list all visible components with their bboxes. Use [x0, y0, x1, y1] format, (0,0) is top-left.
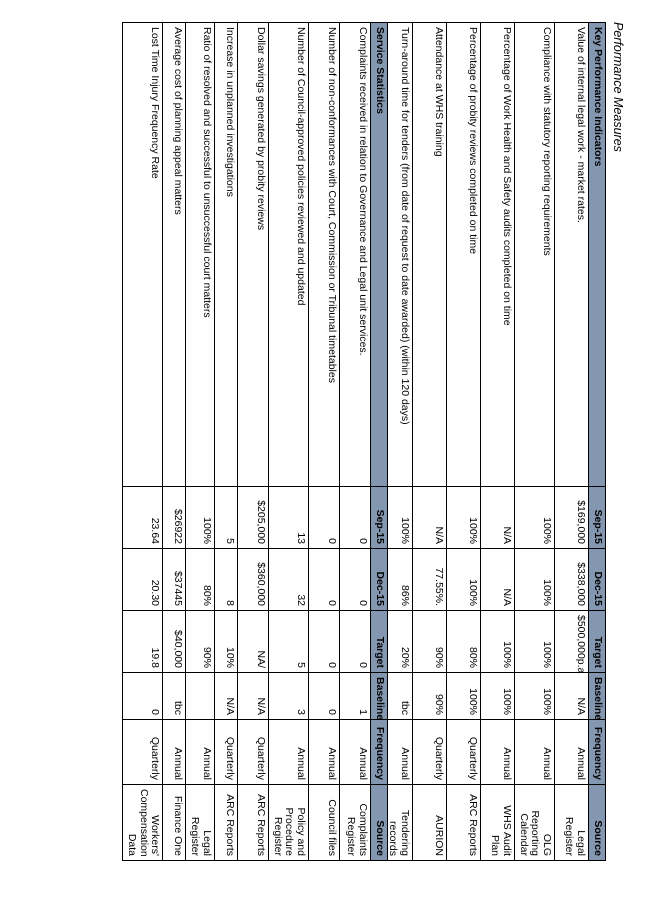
kpi-dec: 100%	[515, 549, 555, 611]
table-row	[238, 23, 269, 861]
service-target: 19.8	[123, 611, 163, 673]
kpi-source: ARC Reports	[447, 785, 481, 861]
service-dec: $37445	[163, 549, 186, 611]
kpi-source: WHS Audit Plan	[481, 785, 515, 861]
service-baseline: 3	[269, 673, 309, 720]
service-source: ARC Reports	[238, 785, 269, 861]
kpi-sep: 100%	[379, 487, 413, 549]
kpi-frequency: Annual	[379, 720, 413, 785]
service-statistic: Number of Council-approved policies reviewed and updated	[269, 23, 309, 487]
kpi-header-source: Source	[589, 785, 606, 861]
service-source: ARC Reports	[215, 785, 238, 861]
kpi-header-indicator: Key Performance Indicators	[589, 23, 606, 487]
kpi-sep: 100%	[447, 487, 481, 549]
table-row	[447, 23, 481, 861]
service-header-frequency: Frequency	[371, 720, 388, 785]
kpi-indicator: Attendance at WHS training	[413, 23, 447, 487]
service-frequency: Annual	[163, 720, 186, 785]
service-source: Complaints Register	[340, 785, 371, 861]
service-header-row	[371, 23, 388, 861]
service-sep: $205,000	[238, 487, 269, 549]
kpi-indicator: Turn-around time for tenders (from date of request to date awarded) (within 120 days)	[379, 23, 413, 487]
table-row	[123, 23, 163, 861]
kpi-sep: N/A	[481, 487, 515, 549]
kpi-source: Tendering records	[379, 785, 413, 861]
service-header-sep: Sep-15	[371, 487, 388, 549]
service-statistic: Complaints received in relation to Governance and Legal unit services.	[340, 23, 371, 487]
table-row	[515, 23, 555, 861]
service-statistic: Dollar savings generated by probity reviews	[238, 23, 269, 487]
kpi-header-dec: Dec-15	[589, 549, 606, 611]
service-header-dec: Dec-15	[371, 549, 388, 611]
page-title: Performance Measures	[611, 22, 625, 152]
service-header-baseline: Baseline	[371, 673, 388, 720]
service-sep: 23.64	[123, 487, 163, 549]
service-target: $40,000	[163, 611, 186, 673]
service-statistic: Average cost of planning appeal matters	[163, 23, 186, 487]
table-row	[309, 23, 340, 861]
service-target: 0	[309, 611, 340, 673]
service-statistics-table	[122, 22, 388, 861]
kpi-baseline: 100%	[481, 673, 515, 720]
service-statistic: Lost Time Injury Frequency Rate	[123, 23, 163, 487]
service-dec: 0	[309, 549, 340, 611]
service-baseline: 0	[309, 673, 340, 720]
kpi-baseline: N/A	[555, 673, 589, 720]
service-sep: 5	[215, 487, 238, 549]
kpi-sep: 100%	[515, 487, 555, 549]
service-sep: 100%	[186, 487, 215, 549]
table-row	[413, 23, 447, 861]
service-frequency: Annual	[269, 720, 309, 785]
table-row	[269, 23, 309, 861]
kpi-frequency: Annual	[481, 720, 515, 785]
kpi-sep: $169,000	[555, 487, 589, 549]
kpi-target: 100%	[481, 611, 515, 673]
service-frequency: Annual	[340, 720, 371, 785]
service-baseline	[186, 673, 215, 720]
table-row	[163, 23, 186, 861]
table-row	[215, 23, 238, 861]
service-source: Council files	[309, 785, 340, 861]
service-dec: 0	[340, 549, 371, 611]
table-row	[555, 23, 589, 861]
service-sep: 13	[269, 487, 309, 549]
table-row	[481, 23, 515, 861]
service-source: Legal Register	[186, 785, 215, 861]
kpi-target: 100%	[515, 611, 555, 673]
kpi-header-target: Target	[589, 611, 606, 673]
kpi-dec: $338,000	[555, 549, 589, 611]
service-baseline: tbc	[163, 673, 186, 720]
service-dec: 80%	[186, 549, 215, 611]
kpi-frequency: Quarterly	[413, 720, 447, 785]
kpi-source: AURION	[413, 785, 447, 861]
kpi-frequency: Annual	[515, 720, 555, 785]
kpi-target: $500,000p.a	[555, 611, 589, 673]
kpi-target: 80%	[447, 611, 481, 673]
kpi-source: Legal Register	[555, 785, 589, 861]
kpi-header-frequency: Frequency	[589, 720, 606, 785]
service-target: NA/	[238, 611, 269, 673]
kpi-frequency: Annual	[555, 720, 589, 785]
kpi-header-baseline: Baseline	[589, 673, 606, 720]
service-baseline: 1	[340, 673, 371, 720]
service-frequency: Quarterly	[238, 720, 269, 785]
table-row	[186, 23, 215, 861]
kpi-baseline: 90%	[413, 673, 447, 720]
service-baseline: N/A	[238, 673, 269, 720]
service-sep: $26922	[163, 487, 186, 549]
kpi-baseline: 100%	[447, 673, 481, 720]
kpi-indicator: Value of internal legal work - market rates.	[555, 23, 589, 487]
service-target: 0	[340, 611, 371, 673]
service-target: 10%	[215, 611, 238, 673]
service-dec: 20.30	[123, 549, 163, 611]
service-target: 90%	[186, 611, 215, 673]
service-statistic: Ratio of resolved and successful to unsuccessful court matters	[186, 23, 215, 487]
kpi-dec: 100%	[447, 549, 481, 611]
service-target: 5	[269, 611, 309, 673]
service-baseline: 0	[123, 673, 163, 720]
service-source: Workers' Compensation Data	[123, 785, 163, 861]
service-header-source: Source	[371, 785, 388, 861]
kpi-indicator: Percentage of Work Health and Safety audits completed on time	[481, 23, 515, 487]
service-header-target: Target	[371, 611, 388, 673]
service-source: Finance One	[163, 785, 186, 861]
kpi-baseline: 100%	[515, 673, 555, 720]
kpi-indicator: Percentage of probity reviews completed on time	[447, 23, 481, 487]
kpi-target: 20%	[379, 611, 413, 673]
service-source: Policy and Procedure Register	[269, 785, 309, 861]
kpi-target: 90%	[413, 611, 447, 673]
service-sep: 0	[340, 487, 371, 549]
service-header-statistic: Service Statistics	[371, 23, 388, 487]
service-frequency: Annual	[186, 720, 215, 785]
kpi-dec: N/A	[481, 549, 515, 611]
service-baseline: N/A	[215, 673, 238, 720]
kpi-source: OLG Reporting Calendar	[515, 785, 555, 861]
service-dec: 32	[269, 549, 309, 611]
kpi-header-row	[589, 23, 606, 861]
service-statistic: Increase in unplanned investigations	[215, 23, 238, 487]
service-frequency: Annual	[309, 720, 340, 785]
kpi-indicator: Compliance with statutory reporting requirements	[515, 23, 555, 487]
service-sep: 0	[309, 487, 340, 549]
kpi-dec: 86%	[379, 549, 413, 611]
kpi-dec: 77.55%.	[413, 549, 447, 611]
kpi-baseline: tbc	[379, 673, 413, 720]
kpi-sep: N/A	[413, 487, 447, 549]
service-statistic: Number of non-conformances with Court, Commission or Tribunal timetables	[309, 23, 340, 487]
service-dec: 8	[215, 549, 238, 611]
kpi-frequency: Quarterly	[447, 720, 481, 785]
service-frequency: Quarterly	[123, 720, 163, 785]
kpi-table	[378, 22, 606, 861]
service-frequency: Quarterly	[215, 720, 238, 785]
kpi-header-sep: Sep-15	[589, 487, 606, 549]
table-row	[340, 23, 371, 861]
service-dec: $360,000	[238, 549, 269, 611]
